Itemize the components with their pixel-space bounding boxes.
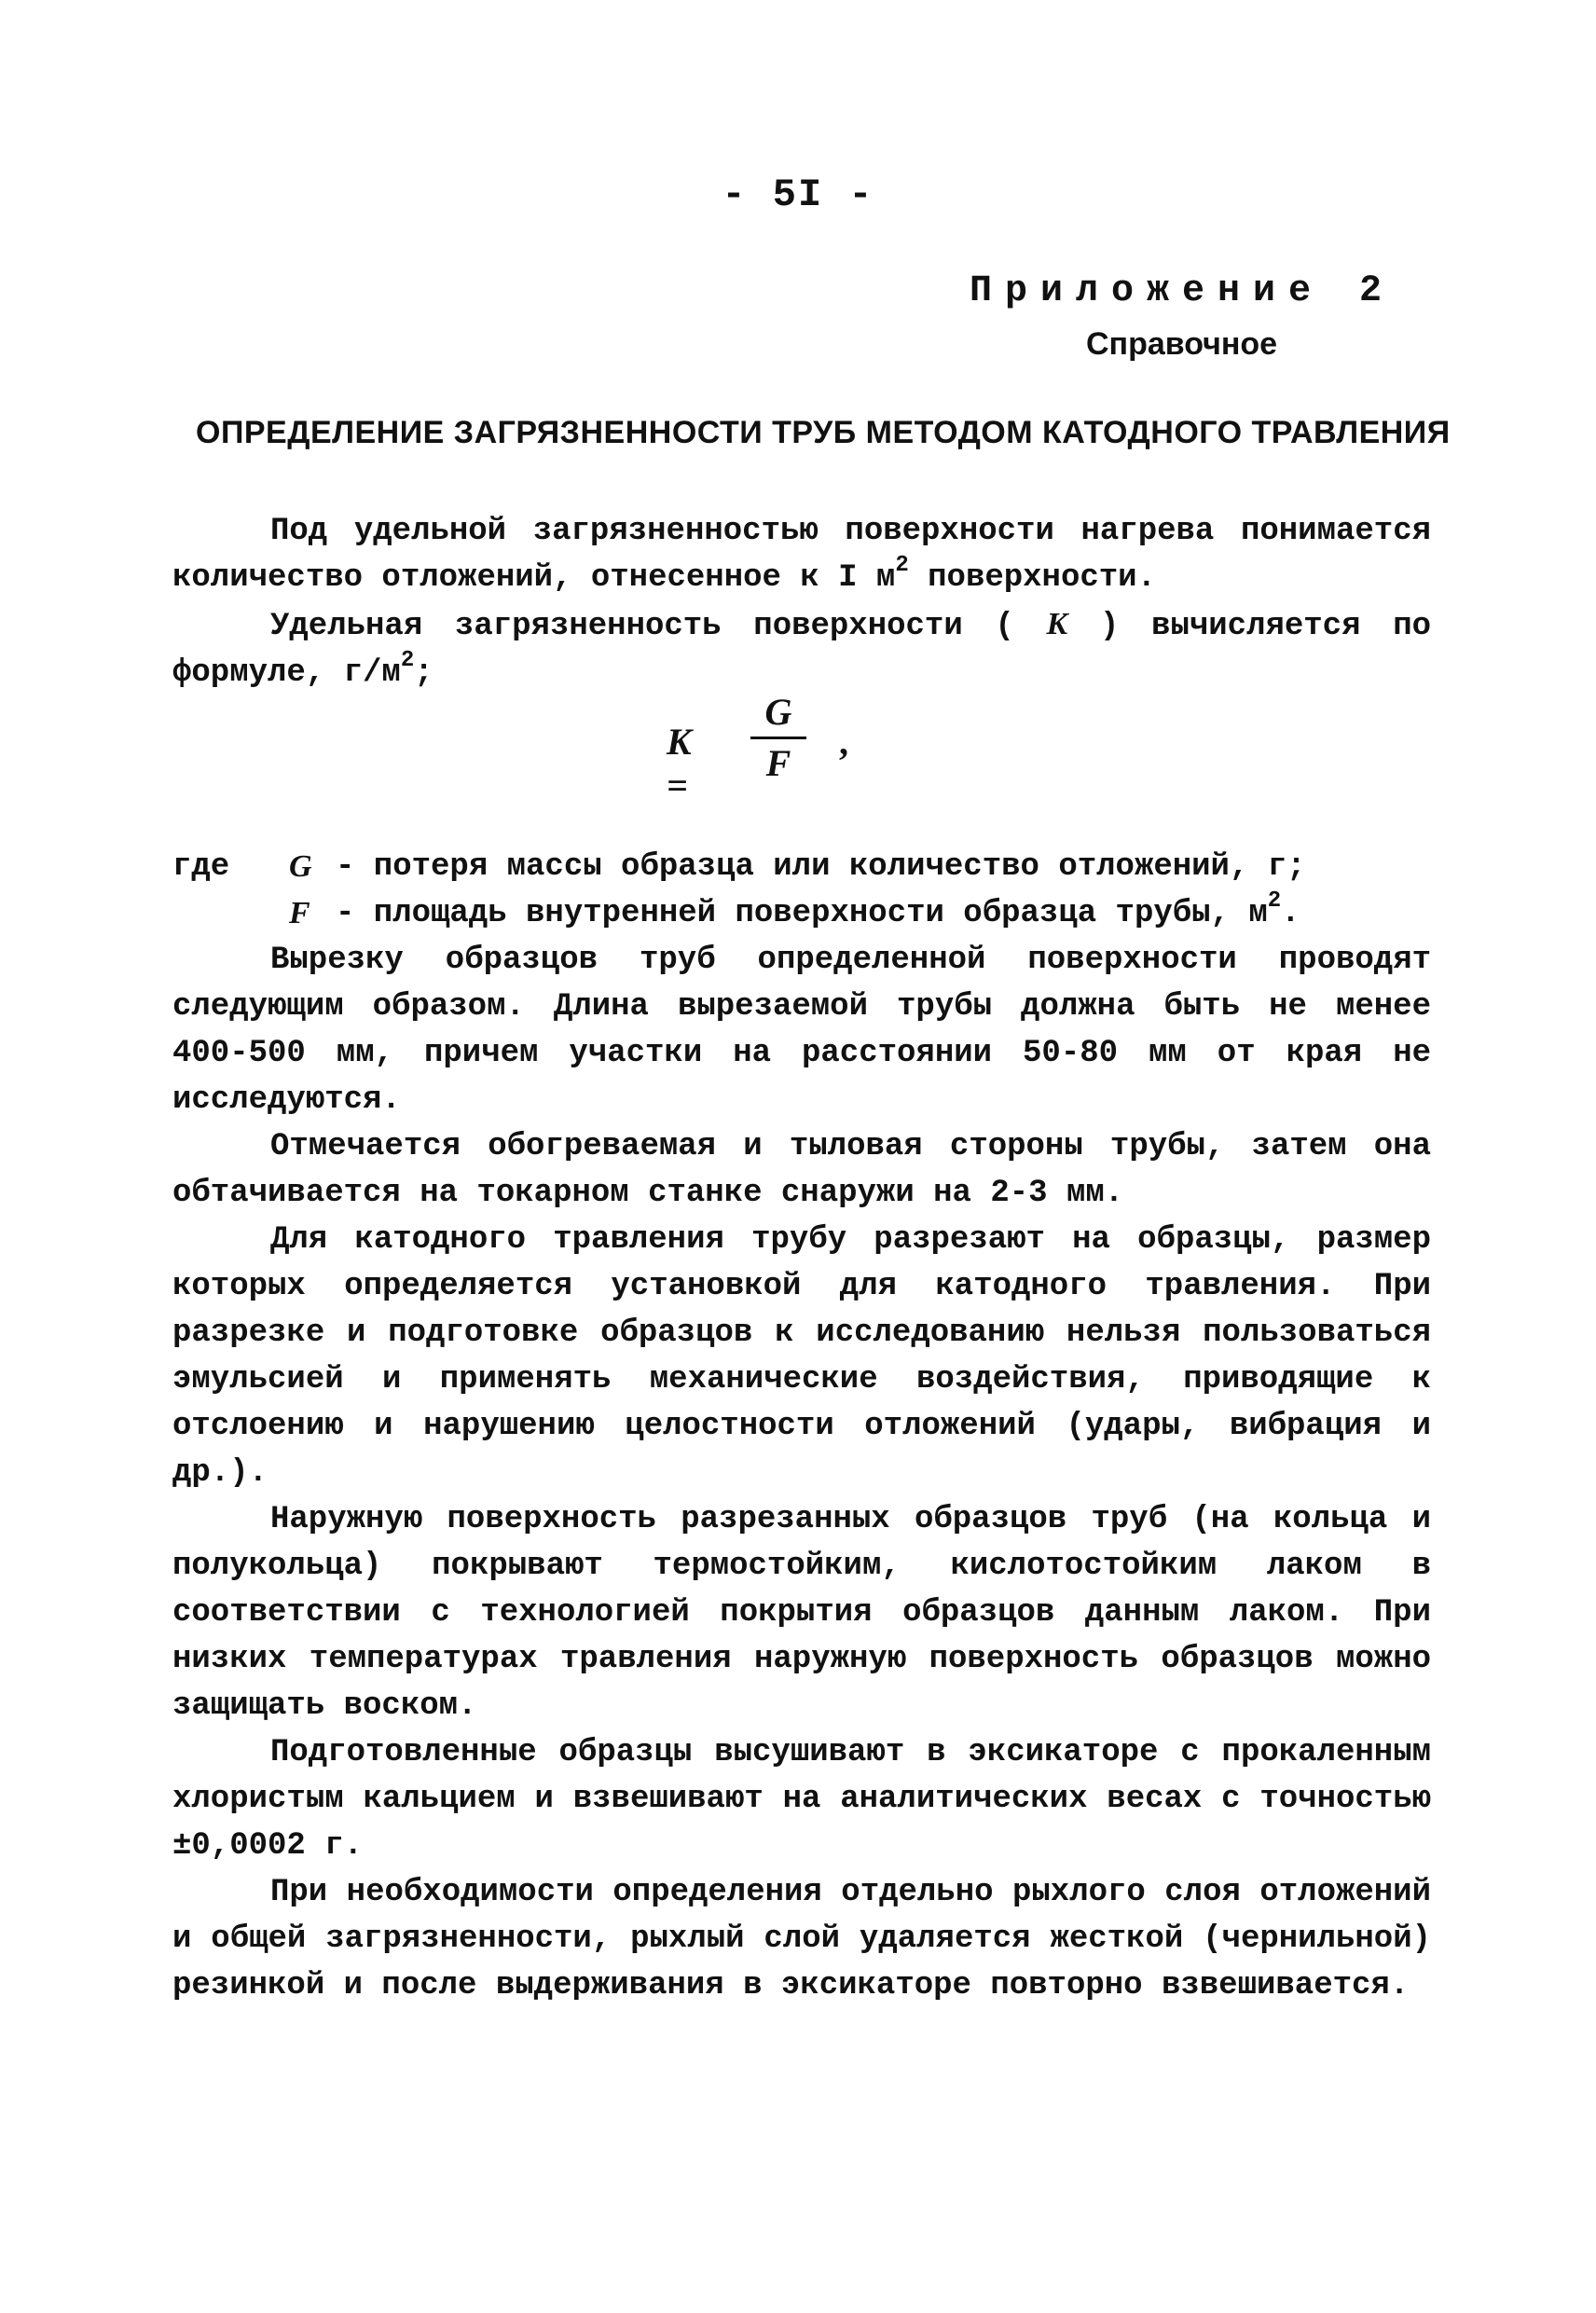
formula-lhs: K = (667, 721, 692, 806)
paragraph: Вырезку образцов труб определенной поверхности проводят следующим образом. Длина вырезаемой трубы должна быть не менее 400-500 мм, причем участки на расстоянии 50-80 мм от края не исследуются. (172, 943, 1431, 1118)
formula-denominator: F (765, 742, 791, 784)
definition-row (172, 844, 1431, 890)
definition-text: - потеря массы образца или количество отложений, г; (336, 849, 1306, 885)
appendix-subtitle: Справочное (1086, 326, 1278, 362)
paragraph-text: Удельная загрязненность поверхности ( (270, 609, 1047, 644)
where-spacer (172, 890, 289, 937)
paragraph: Отмечается обогреваемая и тыловая стороны трубы, затем она обтачивается на токарном станке снаружи на 2-3 мм. (172, 1129, 1431, 1211)
definition-text-main: - площадь внутренней поверхности образца трубы, м (336, 896, 1268, 931)
superscript: 2 (895, 552, 909, 578)
where-label: где (172, 849, 230, 885)
paragraph: Для катодного травления трубу разрезают на образцы, размер которых определяется установкой для катодного травления. При разрезке и подготовке образцов к исследованию нельзя пользоваться эмульсией и применять механические воздействия, приводящие к отслоению и нарушению целостности отложений (удары, вибрация и др.). (172, 1222, 1431, 1491)
appendix-label: Приложение 2 (970, 270, 1396, 312)
paragraph-formula-intro (172, 601, 1431, 696)
definition-text (336, 890, 1431, 937)
formula-fraction (750, 690, 806, 786)
page-number: - 5I - (722, 172, 874, 217)
paragraph-text: Под удельной загрязненностью поверхности нагрева понимается количество отложений, отнесенное к I м (172, 514, 1431, 596)
paragraph-text: поверхности. (908, 560, 1156, 596)
paragraph: Подготовленные образцы высушивают в эксикаторе с прокаленным хлористым кальцием и взвешивают на аналитических весах с точностью ±0,0002 г. (172, 1735, 1431, 1864)
definition-symbol: G (289, 849, 312, 884)
formula-comma: , (839, 721, 848, 763)
paragraph-definition (172, 508, 1431, 601)
superscript: 2 (400, 647, 415, 673)
document-title: ОПРЕДЕЛЕНИЕ ЗАГРЯЗНЕННОСТИ ТРУБ МЕТОДОМ КАТОДНОГО ТРАВЛЕНИЯ (196, 415, 1451, 450)
definition-symbol: F (289, 896, 310, 930)
symbol-k: K (1046, 607, 1068, 641)
body-paragraphs (172, 937, 1431, 2009)
paragraph-text: ) вычисляется по формуле, г/м (172, 609, 1432, 691)
fraction-bar (750, 737, 806, 739)
definitions-list (172, 844, 1431, 937)
formula-numerator: G (764, 691, 792, 733)
paragraph-text: ; (414, 655, 433, 691)
paragraph: Наружную поверхность разрезанных образцов труб (на кольца и полукольца) покрывают термостойким, кислотостойким лаком в соответствии с технологией покрытия образцов данным лаком. При низких температурах травления наружную поверхность образцов можно защищать воском. (172, 1502, 1431, 1724)
definition-text-tail: . (1281, 896, 1300, 931)
paragraph: При необходимости определения отдельно рыхлого слоя отложений и общей загрязненности, рыхлый слой удаляется жесткой (чернильной) резинкой и после выдерживания в эксикаторе повторно взвешивается. (172, 1875, 1431, 2003)
superscript: 2 (1267, 888, 1282, 914)
definition-row (172, 890, 1431, 937)
